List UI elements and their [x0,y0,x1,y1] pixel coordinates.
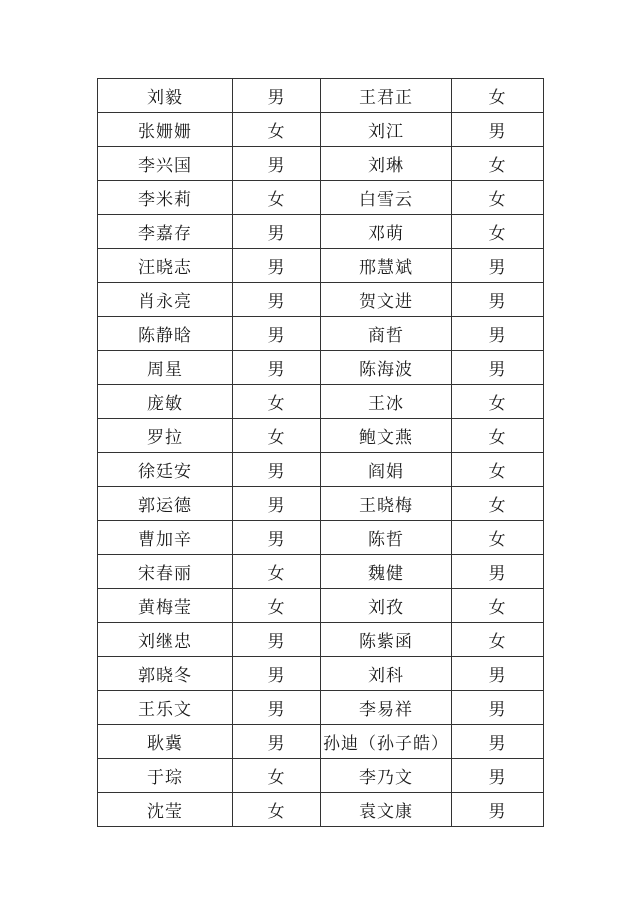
name-cell: 李嘉存 [98,215,233,249]
gender-cell: 女 [452,623,544,657]
gender-cell: 男 [233,147,321,181]
gender-cell: 女 [233,759,321,793]
name-cell: 王晓梅 [321,487,452,521]
name-cell: 耿冀 [98,725,233,759]
gender-cell: 男 [233,79,321,113]
gender-cell: 女 [452,521,544,555]
name-cell: 刘琳 [321,147,452,181]
table-row [98,419,544,453]
name-cell: 王君正 [321,79,452,113]
name-cell: 陈海波 [321,351,452,385]
name-cell: 李易祥 [321,691,452,725]
gender-cell: 男 [452,725,544,759]
table-row [98,453,544,487]
name-cell: 李米莉 [98,181,233,215]
gender-cell: 女 [452,487,544,521]
gender-cell: 男 [233,487,321,521]
name-cell: 邓萌 [321,215,452,249]
gender-cell: 女 [233,589,321,623]
name-cell: 王乐文 [98,691,233,725]
name-cell: 宋春丽 [98,555,233,589]
name-cell: 李兴国 [98,147,233,181]
table-row [98,487,544,521]
name-cell: 刘继忠 [98,623,233,657]
table-row [98,623,544,657]
table-row [98,283,544,317]
gender-cell: 男 [452,351,544,385]
gender-cell: 男 [233,623,321,657]
table-row [98,759,544,793]
gender-cell: 男 [452,283,544,317]
name-cell: 黄梅莹 [98,589,233,623]
name-cell: 肖永亮 [98,283,233,317]
table-row [98,725,544,759]
name-cell: 郭运德 [98,487,233,521]
gender-cell: 男 [452,317,544,351]
name-cell: 曹加辛 [98,521,233,555]
name-cell: 罗拉 [98,419,233,453]
gender-cell: 男 [233,351,321,385]
gender-cell: 男 [233,657,321,691]
table-row [98,521,544,555]
gender-cell: 女 [233,181,321,215]
name-cell: 邢慧斌 [321,249,452,283]
gender-cell: 男 [233,691,321,725]
gender-cell: 男 [452,793,544,827]
name-cell: 郭晓冬 [98,657,233,691]
name-cell: 贺文进 [321,283,452,317]
gender-cell: 男 [233,317,321,351]
gender-cell: 女 [452,589,544,623]
gender-cell: 男 [452,657,544,691]
gender-cell: 男 [233,725,321,759]
name-cell: 袁文康 [321,793,452,827]
name-cell: 王冰 [321,385,452,419]
name-cell: 魏健 [321,555,452,589]
name-cell: 刘江 [321,113,452,147]
gender-cell: 男 [452,113,544,147]
name-cell: 阎娟 [321,453,452,487]
gender-cell: 女 [233,385,321,419]
gender-cell: 男 [452,759,544,793]
name-cell: 汪晓志 [98,249,233,283]
gender-cell: 男 [233,215,321,249]
table-row [98,249,544,283]
name-cell: 刘毅 [98,79,233,113]
gender-cell: 女 [452,419,544,453]
gender-cell: 女 [452,453,544,487]
name-cell: 白雪云 [321,181,452,215]
gender-cell: 女 [233,419,321,453]
gender-cell: 女 [452,147,544,181]
name-cell: 徐廷安 [98,453,233,487]
gender-cell: 男 [452,249,544,283]
table-row [98,691,544,725]
table-row [98,147,544,181]
name-cell: 陈哲 [321,521,452,555]
name-cell: 刘孜 [321,589,452,623]
name-cell: 于琮 [98,759,233,793]
name-cell: 陈静晗 [98,317,233,351]
gender-cell: 男 [452,555,544,589]
gender-cell: 男 [233,249,321,283]
table-body [98,79,544,827]
gender-cell: 男 [452,691,544,725]
table-row [98,589,544,623]
table-row [98,215,544,249]
gender-cell: 女 [452,215,544,249]
gender-cell: 女 [452,79,544,113]
table-row [98,385,544,419]
name-cell: 庞敏 [98,385,233,419]
name-gender-table [97,78,544,827]
table-row [98,555,544,589]
name-cell: 鲍文燕 [321,419,452,453]
name-cell: 李乃文 [321,759,452,793]
gender-cell: 男 [233,453,321,487]
gender-cell: 女 [233,555,321,589]
table-row [98,181,544,215]
name-cell: 沈莹 [98,793,233,827]
table-row [98,657,544,691]
name-cell: 陈紫函 [321,623,452,657]
name-cell: 周星 [98,351,233,385]
table-row [98,317,544,351]
gender-cell: 女 [452,385,544,419]
gender-cell: 男 [233,521,321,555]
table-row [98,793,544,827]
table-row [98,351,544,385]
table-row [98,79,544,113]
table-row [98,113,544,147]
gender-cell: 女 [452,181,544,215]
name-cell: 商哲 [321,317,452,351]
gender-cell: 女 [233,113,321,147]
gender-cell: 男 [233,283,321,317]
name-cell: 刘科 [321,657,452,691]
gender-cell: 女 [233,793,321,827]
name-cell: 孙迪（孙子皓） [321,725,452,759]
name-cell: 张姗姗 [98,113,233,147]
